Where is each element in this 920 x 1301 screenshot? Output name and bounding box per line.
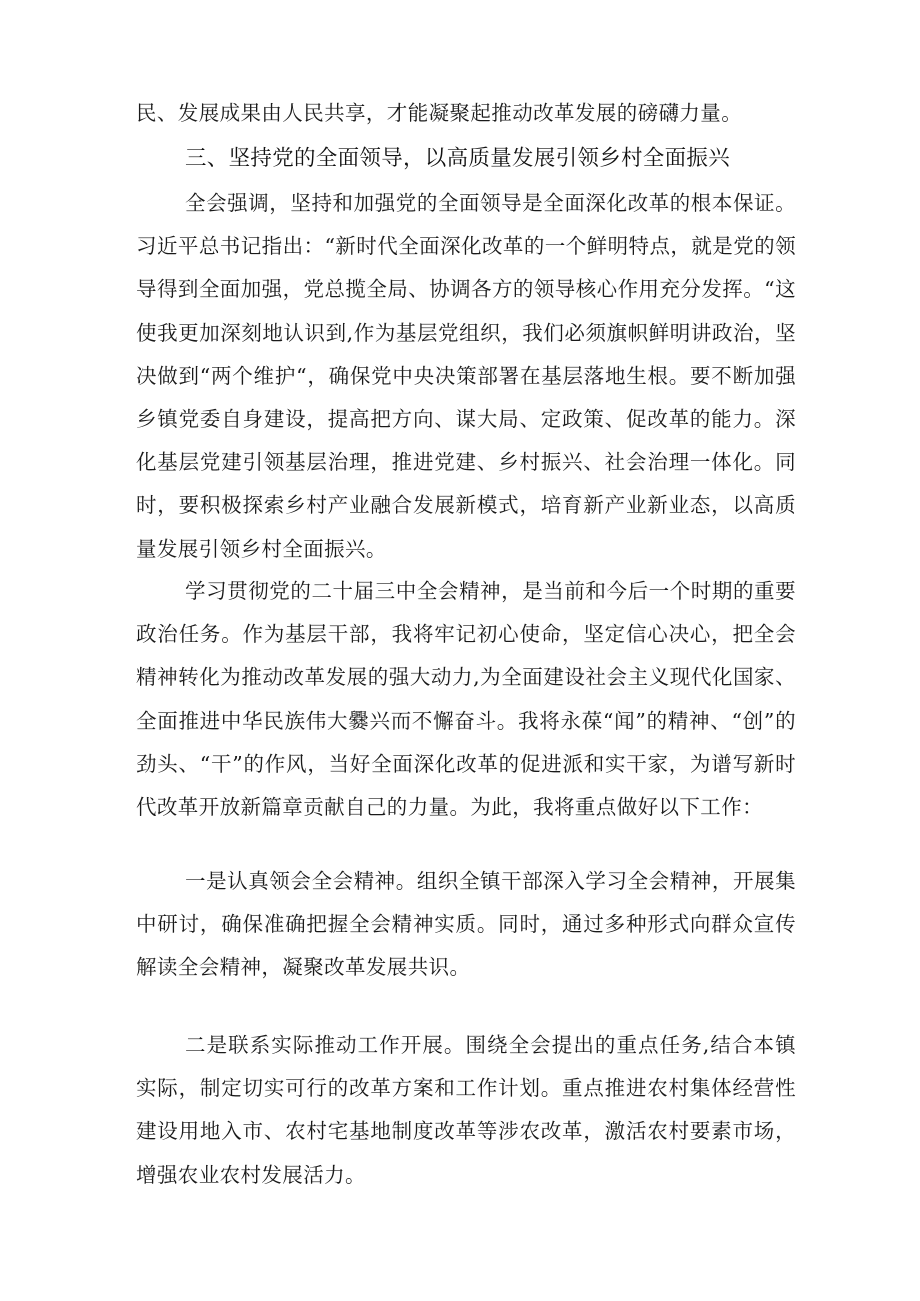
paragraph-task-one: 一是认真领会全会精神。组织全镇干部深入学习全会精神，开展集中研讨，确保准确把握全会精神实质。同时，通过多种形式向群众宣传解读全会精神，凝聚改革发展共识。 (136, 869, 796, 980)
paragraph-party-leadership: 全会强调，坚持和加强党的全面领导是全面深化改革的根本保证。习近平总书记指出：“新时代全面深化改革的一个鲜明特点，就是党的领导得到全面加强，党总揽全局、协调各方的领导核心作用充分发挥。“这使我更加深刻地认识到,作为基层党组织，我们必须旗帜鲜明讲政治，坚决做到“两个维护“，确保党中央决策部署在基层落地生根。要不断加强乡镇党委自身建设，提高把方向、谋大局、定政策、促改革的能力。深化基层党建引领基层治理，推进党建、乡村振兴、社会治理一体化。同时，要积极探索乡村产业融合发展新模式，培育新产业新业态，以高质量发展引领乡村全面振兴。 (136, 191, 796, 561)
section-heading: 三、坚持党的全面领导，以高质量发展引领乡村全面振兴 (185, 146, 731, 171)
continuation-paragraph: 民、发展成果由人民共享，才能凝聚起推动改革发展的磅礴力量。 (136, 101, 743, 125)
paragraph-study-spirit: 学习贯彻党的二十届三中全会精神，是当前和今后一个时期的重要政治任务。作为基层干部，我将牢记初心使命，坚定信心决心，把全会精神转化为推动改革发展的强大动力,为全面建设社会主义现代化国家、全面推进中华民族伟大爨兴而不懈奋斗。我将永葆“闻”的精神、“创”的劲头、“干”的作风，当好全面深化改革的促进派和实干家，为谱写新时代改革开放新篇章贡献自己的力量。为此，我将重点做好以下工作： (136, 579, 796, 820)
paragraph-task-two: 二是联系实际推动工作开展。围绕全会提出的重点任务,结合本镇实际，制定切实可行的改革方案和工作计划。重点推进农村集体经营性建设用地入市、农村宅基地制度改革等涉农改革，激活农村要素市场，增强农业农村发展活力。 (136, 1033, 796, 1187)
